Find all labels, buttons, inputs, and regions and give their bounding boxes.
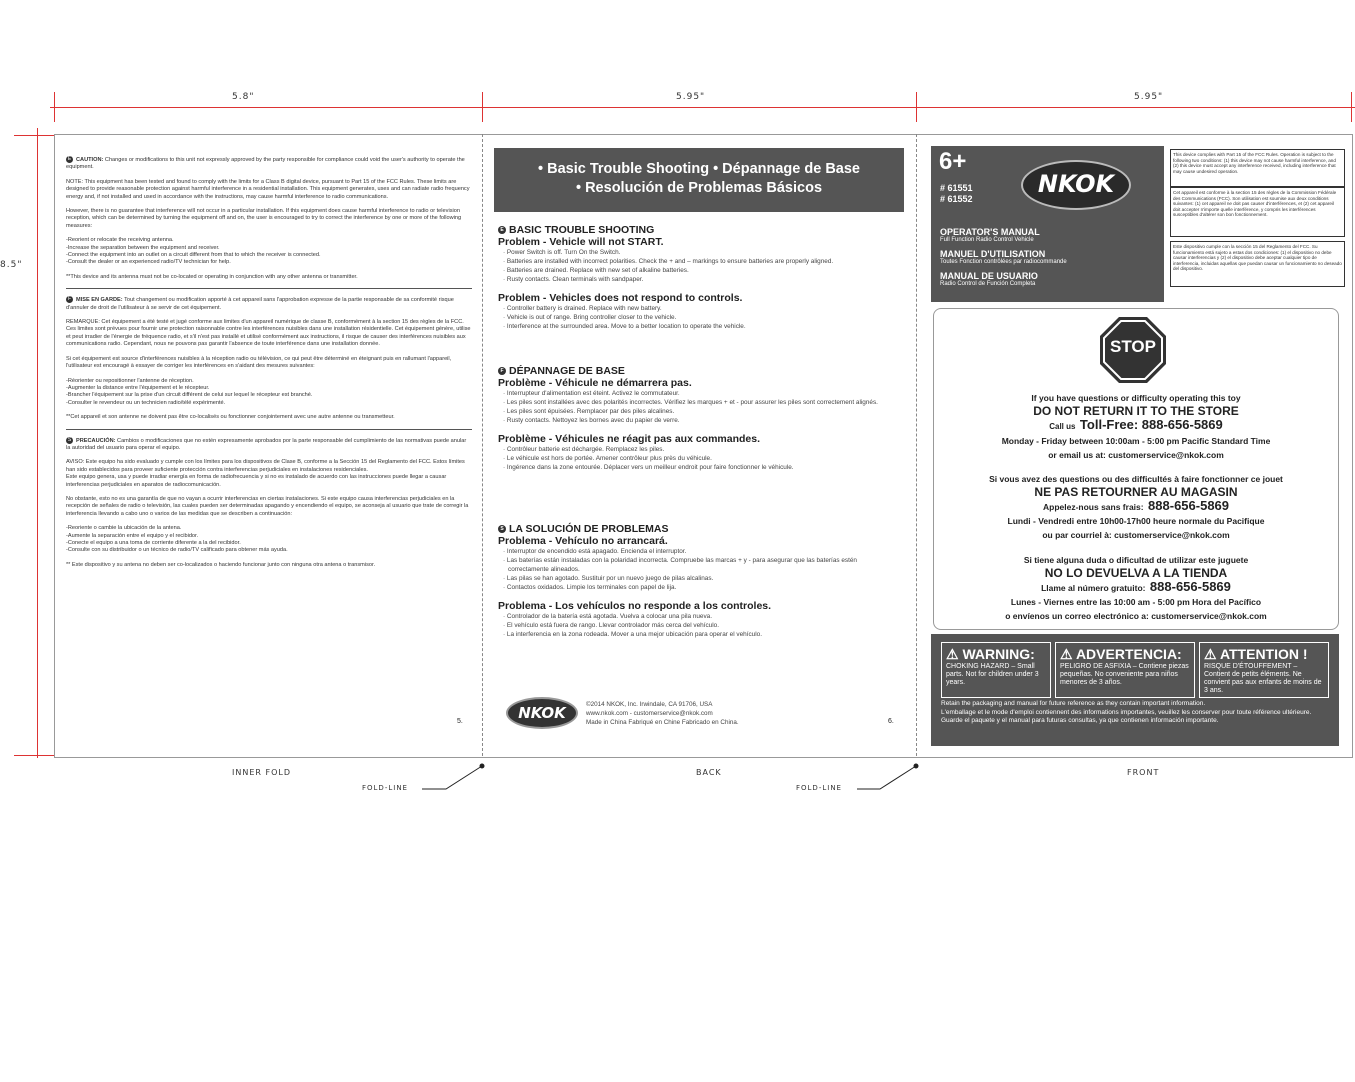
website: www.nkok.com - customerservice@nkok.com — [586, 710, 713, 717]
fr-hours: Lundi - Vendredi entre 10h00-17h00 heure normale du Pacifique — [1007, 516, 1265, 526]
es-measure-item: -Conecte el equipo a una toma de corriente diferente a la del recibidor. — [66, 539, 241, 546]
warning-section — [931, 634, 1339, 746]
english-flag-icon: E — [498, 226, 506, 234]
retain-es: Guarde el paquete y el manual para futuras consultas, ya que contienen información importante. — [941, 717, 1219, 724]
list-item: · Power Switch is off. Turn On the Switch. — [503, 249, 621, 256]
list-item: · Rusty contacts. Nettoyez les bornes avec du papier de verre. — [503, 417, 680, 424]
troubleshooting-banner — [494, 148, 904, 212]
warning-triangle-icon: ⚠ — [946, 646, 959, 662]
fr-heading: MISE EN GARDE: — [76, 297, 123, 304]
list-item: · Rusty contacts. Clean terminals with sandpaper. — [503, 276, 644, 283]
dim-left-width: 5.8" — [232, 92, 255, 102]
dim-middle-width: 5.95" — [676, 92, 706, 102]
fcc-box-en: This device complies with Part 15 of the FCC Rules. Operation is subject to the following two conditions: (1) this device may not cause harmful interference, and (2) this device must accept any interference received, including interference that may cause undesired operation. — [1170, 149, 1345, 187]
warning-box-fr — [1199, 642, 1329, 698]
list-item: · El vehículo está fuera de rango. Llevar controlador más cerca del vehículo. — [503, 622, 719, 629]
french-flag-icon: F — [498, 367, 506, 375]
section-divider — [66, 288, 472, 289]
es-genera: Este equipo genera, usa y puede irradiar energía en forma de radiofrecuencia y si no es instalado de acuerdo con las instrucciones puede llegar a causar interferencias perjudiciales en aparatos de radiocomunicación. — [66, 474, 447, 488]
warning-en-title: WARNING: — [962, 646, 1035, 662]
list-item: · Interference at the surrounded area. Move to a better location to operate the vehicle. — [503, 323, 746, 330]
fr-email: ou par courriel à: customerservice@nkok.com — [1042, 530, 1230, 540]
manual-en: OPERATOR'S MANUAL — [940, 227, 1040, 237]
model-number-2: # 61552 — [940, 194, 973, 204]
warning-fr-text: RISQUE D'ÉTOUFFEMENT – Contient de petits éléments. Ne convient pas aux enfants de moins de 3 ans. — [1204, 663, 1322, 694]
es-troubleshooting — [498, 523, 898, 639]
spanish-flag-icon: S — [67, 436, 72, 443]
dim-height: 8.5" — [0, 260, 23, 270]
es-title: LA SOLUCIÓN DE PROBLEMAS — [509, 523, 669, 535]
fr-title: DÉPANNAGE DE BASE — [509, 365, 625, 377]
note-text: NOTE: This equipment has been tested and found to comply with the limits for a Class B digital device, pursuant to Part 15 of the FCC Rules. These limits are designed to provide reasonable protection against harmful interference in a residential installation. This equipment generates, uses and can radiate radio frequency energy and, if not installed and used in accordance with the instructions, may cause harmful interference to radio communications. — [66, 178, 470, 200]
es-phone: 888-656-5869 — [1149, 579, 1231, 594]
customer-service-box — [933, 308, 1339, 630]
fcc-statement-panel — [66, 156, 472, 576]
fr-si: Si cet équipement est source d'interférences nuisibles à la réception radio ou télévision, ce qui peut être déterminé en éteignant puis en rallumant l'appareil, l'utilisateur est encouragé à essayer de corriger les interférences en s'aidant des mesures suivantes: — [66, 355, 452, 370]
nkok-logo-large — [1021, 160, 1131, 210]
list-item: · Controlador de la batería está agotada. Vuelva a colocar una pila nueva. — [503, 613, 713, 620]
es-question: Si tiene alguna duda o dificultad de utilizar este juguete — [1023, 555, 1249, 565]
page-number-5: 5. — [457, 718, 463, 725]
fr-question: Si vous avez des questions ou des difficultés à faire fonctionner ce jouet — [989, 474, 1283, 484]
list-item: · Las baterías están instaladas con la polaridad incorrecta. Compruebe las marcas + y - para asegurar que las baterías estén correctamente alineados. — [503, 557, 857, 573]
fr-antenna: **Cet appareil et son antenne ne doivent pas être co-localisés ou fonctionner conjointement avec une autre antenne ou transmetteur. — [66, 414, 395, 421]
es-problem-1: Problema - Vehículo no arrancará. — [498, 535, 668, 547]
label-back: BACK — [696, 768, 722, 777]
fr-troubleshooting — [498, 365, 898, 472]
es-antenna: ** Este dispositivo y su antena no deben ser co-localizados o haciendo funcionar junto con ninguna otra antena o transmisor. — [66, 561, 376, 568]
manual-es-sub: Radio Control de Función Completa — [940, 281, 1036, 287]
warning-es-title: ADVERTENCIA: — [1075, 646, 1182, 662]
en-dont-return: DO NOT RETURN IT TO THE STORE — [1033, 404, 1239, 418]
label-fold-line-1: FOLD-LINE — [362, 784, 408, 792]
manual-fr: MANUEL D'UTILISATION — [940, 249, 1046, 259]
es-aviso: AVISO: Este equipo ha sido evaluado y cumple con los límites para los dispositivos de Clase B, conforme a la Sección 15 del Reglamento del FCC. Estos límites han sido establecidos para proveer suficiente protección contra interferencias perjudiciales en instalaciones residenciales. — [66, 459, 465, 473]
es-measure-item: -Aumente la separación entre el equipo y el recibidor. — [66, 532, 199, 539]
es-no: No obstante, esto no es una garantía de que no vayan a ocurrir interferencias en ciertas instalaciones. Si este equipo causa interferencias perjudiciales en la recepción de señales de radio o televisión, las cuales pueden ser determinadas apagando y encendiendo el equipo, se aconseja al usuario que trate de corregir la interferencia llevando a cabo uno o varios de las medidas que se describen a continuación: — [66, 495, 469, 517]
list-item: · Ingérence dans la zone entourée. Déplacer vers un meilleur endroit pour faire fonctionner le véhicule. — [503, 464, 794, 471]
list-item: · Batteries are installed with incorrect polarities. Check the + and – markings to ensure batteries are properly aligned. — [503, 258, 834, 265]
antenna-text: **This device and its antenna must not be co-located or operating in conjunction with any other antenna or transmitter. — [66, 273, 358, 280]
list-item: · Interrupteur d'alimentation est éteint. Activez le commutateur. — [503, 390, 680, 397]
measure-item: -Consult the dealer or an experienced radio/TV technician for help. — [66, 259, 231, 266]
fr-problem-1: Problème - Véhicule ne démarrera pas. — [498, 377, 692, 389]
manual-fr-sub: Toutes Fonction contrôlées par radiocommande — [940, 259, 1067, 265]
list-item: · Vehicle is out of range. Bring controller closer to the vehicle. — [503, 314, 677, 321]
en-hours: Monday - Friday between 10:00am - 5:00 pm Pacific Standard Time — [1001, 436, 1271, 446]
list-item: · La interferencia en la zona rodeada. Mover a una mejor ubicación para operar el vehículo. — [503, 631, 762, 638]
list-item: · Le véhicule est hors de portée. Amener contrôleur plus près du véhicule. — [503, 455, 712, 462]
nkok-logo-large-text: NKOK — [1037, 170, 1115, 198]
caution-text: Changes or modifications to this unit not expressly approved by the party responsible for compliance could void the user's authority to operate the equipment. — [66, 156, 465, 171]
label-fold-line-2: FOLD-LINE — [796, 784, 842, 792]
fcc-box-fr: Cet appareil est conforme à la section 15 des règles de la Commission Fédérale des Communications (FCC). Son utilisation est soumise aux deux conditions suivantes: (1) cet appareil ne doit pas causer d'interférences, et (2) cet appareil doit accepter n'importe quelle interférence, y compris les interférences susceptibles d'altérer son bon fonctionnement. — [1170, 187, 1345, 237]
list-item: · Contrôleur batterie est déchargée. Remplacez les piles. — [503, 446, 665, 453]
fr-text: Tout changement ou modification apporté à cet appareil sans l'approbation expresse de la partie responsable de sa conformité risque d'annuler de droit de l'utilisateur à se servir de cet équipement. — [66, 297, 454, 311]
manual-titles — [940, 228, 1067, 288]
en-troubleshooting — [498, 224, 898, 331]
en-problem-2: Problem - Vehicles does not respond to controls. — [498, 292, 743, 304]
es-heading: PRECAUCIÓN: — [76, 437, 116, 444]
company-info — [586, 700, 739, 727]
retain-en: Retain the packaging and manual for future reference as they contain important information. — [941, 700, 1206, 707]
caution-heading: CAUTION: — [76, 156, 104, 163]
banner-line-2: • Resolución de Problemas Básicos — [575, 180, 823, 196]
measure-item: -Connect the equipment into an outlet on a circuit different from that to which the receiver is connected. — [66, 252, 321, 259]
fr-measure-item: -Consulter le revendeur ou un technicien radio/télé expérimenté. — [66, 399, 226, 406]
fr-measure-item: -Augmenter la distance entre l'équipement et le récepteur. — [66, 384, 210, 391]
en-question: If you have questions or difficulty operating this toy — [1031, 393, 1241, 403]
list-item: · Controller battery is drained. Replace with new battery. — [503, 305, 662, 312]
french-flag-icon: F — [67, 296, 72, 303]
es-email: o envíenos un correo electrónico a: customerservice@nkok.com — [1005, 611, 1267, 621]
list-item: · Interruptor de encendido está apagado. Encienda el interruptor. — [503, 548, 687, 555]
warning-triangle-icon: ⚠ — [1204, 646, 1217, 662]
model-number-1: # 61551 — [940, 183, 973, 193]
en-email: or email us at: customerservice@nkok.com — [1048, 450, 1224, 460]
english-flag-icon: E — [67, 156, 72, 162]
es-measure-item: -Consulte con su distribuidor o un técnico de radio/TV calificado para obtener más ayuda. — [66, 547, 288, 554]
manual-es: MANUAL DE USUARIO — [940, 271, 1038, 281]
dim-right-width: 5.95" — [1134, 92, 1164, 102]
es-call-prefix: Llame al número gratuito: — [1041, 583, 1146, 593]
list-item: · Les piles sont installées avec des polarités incorrectes. Vérifiez les marques + et - pour assurer les piles sont correctement alignés. — [503, 399, 878, 406]
cover-header — [931, 146, 1164, 302]
fr-call-prefix: Appelez-nous sans frais: — [1042, 502, 1144, 512]
banner-line-1: • Basic Trouble Shooting • Dépannage de Base — [538, 161, 860, 177]
en-toll-free: Toll-Free: 888-656-5869 — [1079, 417, 1223, 432]
fr-remarque: REMARQUE: Cet équipement a été testé et jugé conforme aux limites d'un appareil numérique de classe B, conformément à la section 15 des règles de la FCC. Ces limites sont prévues pour fournir une protection raisonnable contre les interférences nuisibles dans une installation résidentielle. Cet équipement génère, utilise et peut irradier de l'énergie de fréquence radio, et s'il n'est pas installé et utilisé conformément aux instructions, il risque de causer des interférences nuisibles aux communications radio. Cependant, nous ne pouvons pas garantir l'absence de toute interférence dans une installation donnée. — [66, 319, 471, 348]
retain-fr: L'emballage et le mode d'emploi contiennent des informations importantes, veuillez les conserver pour toute référence ultérieure. — [941, 708, 1312, 716]
age-rating: 6+ — [939, 148, 967, 175]
en-title: BASIC TROUBLE SHOOTING — [509, 224, 655, 236]
retain-notice — [941, 700, 1331, 726]
measure-item: -Reorient or relocate the receiving antenna. — [66, 237, 174, 244]
es-dont-return: NO LO DEVUELVA A LA TIENDA — [1044, 566, 1228, 580]
fr-measure-item: -Brancher l'équipement sur la prise d'un circuit différent de celui sur lequel le récepteur est branché. — [66, 392, 313, 399]
fr-measure-item: -Réorienter ou repositionner l'antenne de réception. — [66, 377, 194, 384]
es-hours: Lunes - Viernes entre las 10:00 am - 5:00 pm Hora del Pacífico — [1010, 597, 1262, 607]
page-number-6: 6. — [888, 718, 894, 725]
fr-phone: 888-656-5869 — [1148, 498, 1230, 513]
however-text: However, there is no guarantee that interference will not occur in a particular installation. If this equipment does cause harmful interference to radio or television reception, which can be determined by turning the equipment off and on, the user is encouraged to try to correct the interference by one or more of the following measures: — [66, 208, 462, 229]
measure-item: -Increase the separation between the equipment and receiver. — [66, 244, 220, 251]
en-call-prefix: Call us — [1049, 422, 1076, 431]
warning-es-text: PELIGRO DE ASFIXIA – Contiene piezas pequeñas. No conveniente para niños menores de 3 años. — [1060, 663, 1189, 686]
es-measure-item: -Reoriente o cambie la ubicación de la antena. — [66, 525, 182, 532]
warning-triangle-icon: ⚠ — [1060, 646, 1073, 662]
list-item: · Les piles sont épuisées. Remplacer par des piles alcalines. — [503, 408, 675, 415]
list-item: · Contactos oxidados. Limpie los terminales con papel de lija. — [503, 584, 677, 591]
warning-box-en — [941, 642, 1051, 698]
fr-problem-2: Problème - Véhicules ne réagit pas aux commandes. — [498, 433, 761, 445]
fr-dont-return: NE PAS RETOURNER AU MAGASIN — [1034, 485, 1238, 499]
made-in: Made in China Fabriqué en Chine Fabricado en China. — [586, 719, 739, 726]
warning-en-text: CHOKING HAZARD – Small parts. Not for children under 3 years. — [946, 663, 1039, 686]
label-inner-fold: INNER FOLD — [232, 768, 291, 777]
list-item: · Las pilas se han agotado. Sustituir por un nuevo juego de pilas alcalinas. — [503, 575, 714, 582]
manual-en-sub: Full Function Radio Control Vehicle — [940, 237, 1034, 243]
label-front: FRONT — [1127, 768, 1160, 777]
warning-fr-title: ATTENTION ! — [1219, 646, 1308, 662]
es-text: Cambios o modificaciones que no estén expresamente aprobados por la parte responsable del cumplimiento de las normativas puede anular la autoridad del usuario para operar el equipo. — [66, 437, 467, 451]
fcc-box-es: Este dispositivo cumple con la sección 15 del Reglamento del FCC. Su funcionamiento está sujeto a estas dos condiciones: (1) el dispositivo no debe causar interferencias y (2) el dispositivo debe aceptar cualquier tipo de interferencia, incluidas aquellas que puedan causar un funcionamiento no deseado del dispositivo. — [1170, 241, 1345, 287]
stop-text: STOP — [1110, 337, 1156, 356]
en-problem-1: Problem - Vehicle will not START. — [498, 236, 664, 248]
nkok-logo-small — [506, 697, 578, 729]
section-divider — [66, 429, 472, 430]
spanish-flag-icon: S — [498, 525, 506, 533]
warning-box-es — [1055, 642, 1195, 698]
copyright: ©2014 NKOK, Inc. Irwindale, CA 91706, USA — [586, 701, 713, 708]
en-contact — [934, 393, 1338, 462]
fr-contact — [934, 474, 1338, 542]
nkok-logo-text: NKOK — [518, 704, 566, 722]
list-item: · Batteries are drained. Replace with new set of alkaline batteries. — [503, 267, 689, 274]
es-contact — [934, 555, 1338, 623]
es-problem-2: Problema - Los vehículos no responde a los controles. — [498, 600, 772, 612]
